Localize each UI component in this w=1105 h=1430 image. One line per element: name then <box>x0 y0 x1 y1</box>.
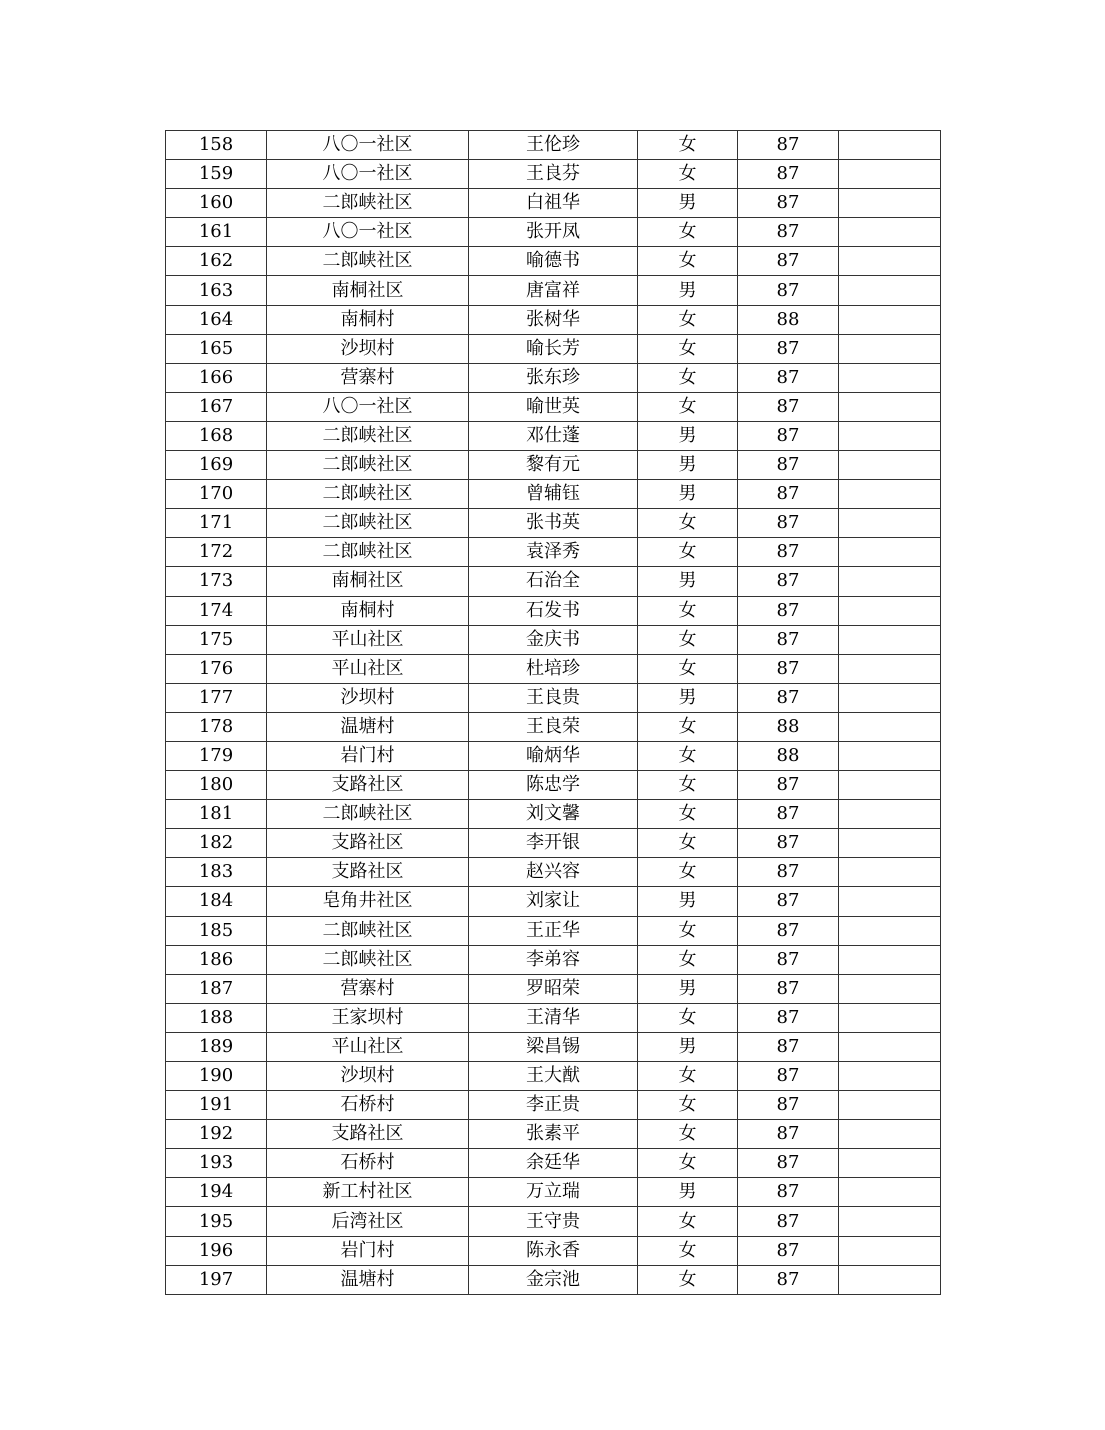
serial-number-cell: 195 <box>166 1207 267 1236</box>
age-cell: 87 <box>738 829 839 858</box>
community-cell: 沙坝村 <box>267 683 469 712</box>
community-cell: 平山社区 <box>267 654 469 683</box>
note-cell <box>839 596 941 625</box>
community-cell: 岩门村 <box>267 1236 469 1265</box>
gender-cell: 男 <box>638 421 738 450</box>
table-row <box>166 567 941 596</box>
gender-cell: 女 <box>638 1003 738 1032</box>
serial-number-cell: 163 <box>166 276 267 305</box>
community-cell: 支路社区 <box>267 858 469 887</box>
age-cell: 87 <box>738 945 839 974</box>
gender-cell: 女 <box>638 1149 738 1178</box>
gender-cell: 男 <box>638 887 738 916</box>
community-cell: 岩门村 <box>267 741 469 770</box>
table-row <box>166 1178 941 1207</box>
person-name-cell: 石发书 <box>469 596 638 625</box>
person-name-cell: 王清华 <box>469 1003 638 1032</box>
note-cell <box>839 451 941 480</box>
community-cell: 沙坝村 <box>267 1062 469 1091</box>
serial-number-cell: 190 <box>166 1062 267 1091</box>
person-name-cell: 罗昭荣 <box>469 974 638 1003</box>
age-cell: 87 <box>738 247 839 276</box>
community-cell: 八〇一社区 <box>267 131 469 160</box>
serial-number-cell: 196 <box>166 1236 267 1265</box>
serial-number-cell: 167 <box>166 392 267 421</box>
table-row <box>166 771 941 800</box>
person-name-cell: 陈永香 <box>469 1236 638 1265</box>
person-name-cell: 李开银 <box>469 829 638 858</box>
gender-cell: 女 <box>638 654 738 683</box>
community-cell: 二郎峡社区 <box>267 800 469 829</box>
note-cell <box>839 887 941 916</box>
community-cell: 二郎峡社区 <box>267 509 469 538</box>
serial-number-cell: 182 <box>166 829 267 858</box>
note-cell <box>839 945 941 974</box>
community-cell: 二郎峡社区 <box>267 916 469 945</box>
serial-number-cell: 165 <box>166 334 267 363</box>
note-cell <box>839 1236 941 1265</box>
community-cell: 二郎峡社区 <box>267 451 469 480</box>
community-cell: 二郎峡社区 <box>267 538 469 567</box>
gender-cell: 男 <box>638 480 738 509</box>
serial-number-cell: 183 <box>166 858 267 887</box>
serial-number-cell: 160 <box>166 189 267 218</box>
serial-number-cell: 187 <box>166 974 267 1003</box>
gender-cell: 女 <box>638 741 738 770</box>
table-row <box>166 363 941 392</box>
serial-number-cell: 158 <box>166 131 267 160</box>
note-cell <box>839 974 941 1003</box>
note-cell <box>839 160 941 189</box>
table-row <box>166 800 941 829</box>
person-name-cell: 曾辅钰 <box>469 480 638 509</box>
age-cell: 88 <box>738 305 839 334</box>
age-cell: 87 <box>738 1236 839 1265</box>
gender-cell: 男 <box>638 451 738 480</box>
gender-cell: 男 <box>638 567 738 596</box>
age-cell: 87 <box>738 276 839 305</box>
note-cell <box>839 392 941 421</box>
gender-cell: 女 <box>638 247 738 276</box>
table-row <box>166 654 941 683</box>
serial-number-cell: 192 <box>166 1120 267 1149</box>
table-row <box>166 538 941 567</box>
serial-number-cell: 173 <box>166 567 267 596</box>
gender-cell: 女 <box>638 160 738 189</box>
age-cell: 87 <box>738 625 839 654</box>
gender-cell: 男 <box>638 1178 738 1207</box>
note-cell <box>839 538 941 567</box>
table-row <box>166 509 941 538</box>
gender-cell: 女 <box>638 1120 738 1149</box>
person-name-cell: 张开凤 <box>469 218 638 247</box>
note-cell <box>839 305 941 334</box>
table-row <box>166 1265 941 1294</box>
person-name-cell: 唐富祥 <box>469 276 638 305</box>
person-name-cell: 张树华 <box>469 305 638 334</box>
age-cell: 87 <box>738 1003 839 1032</box>
gender-cell: 女 <box>638 392 738 421</box>
table-row <box>166 1091 941 1120</box>
gender-cell: 女 <box>638 509 738 538</box>
age-cell: 87 <box>738 800 839 829</box>
age-cell: 87 <box>738 654 839 683</box>
table-row <box>166 887 941 916</box>
age-cell: 87 <box>738 1062 839 1091</box>
gender-cell: 女 <box>638 916 738 945</box>
serial-number-cell: 189 <box>166 1032 267 1061</box>
gender-cell: 男 <box>638 974 738 1003</box>
community-cell: 平山社区 <box>267 1032 469 1061</box>
age-cell: 87 <box>738 421 839 450</box>
table-row <box>166 741 941 770</box>
age-cell: 87 <box>738 1207 839 1236</box>
community-cell: 营寨村 <box>267 974 469 1003</box>
gender-cell: 女 <box>638 800 738 829</box>
person-name-cell: 陈忠学 <box>469 771 638 800</box>
serial-number-cell: 184 <box>166 887 267 916</box>
community-cell: 后湾社区 <box>267 1207 469 1236</box>
roster-table <box>165 130 941 1295</box>
community-cell: 温塘村 <box>267 1265 469 1294</box>
person-name-cell: 王伦珍 <box>469 131 638 160</box>
person-name-cell: 万立瑞 <box>469 1178 638 1207</box>
note-cell <box>839 1032 941 1061</box>
table-row <box>166 247 941 276</box>
gender-cell: 女 <box>638 131 738 160</box>
community-cell: 平山社区 <box>267 625 469 654</box>
person-name-cell: 王正华 <box>469 916 638 945</box>
table-row <box>166 1003 941 1032</box>
table-row <box>166 712 941 741</box>
age-cell: 87 <box>738 160 839 189</box>
person-name-cell: 杜培珍 <box>469 654 638 683</box>
person-name-cell: 赵兴容 <box>469 858 638 887</box>
person-name-cell: 喻世英 <box>469 392 638 421</box>
table-row <box>166 276 941 305</box>
community-cell: 王家坝村 <box>267 1003 469 1032</box>
gender-cell: 男 <box>638 276 738 305</box>
community-cell: 支路社区 <box>267 1120 469 1149</box>
table-row <box>166 974 941 1003</box>
table-row <box>166 858 941 887</box>
person-name-cell: 白祖华 <box>469 189 638 218</box>
community-cell: 支路社区 <box>267 829 469 858</box>
note-cell <box>839 683 941 712</box>
person-name-cell: 邓仕蓬 <box>469 421 638 450</box>
serial-number-cell: 166 <box>166 363 267 392</box>
gender-cell: 女 <box>638 538 738 567</box>
age-cell: 87 <box>738 509 839 538</box>
table-row <box>166 421 941 450</box>
note-cell <box>839 1178 941 1207</box>
note-cell <box>839 480 941 509</box>
table-row <box>166 916 941 945</box>
serial-number-cell: 176 <box>166 654 267 683</box>
serial-number-cell: 185 <box>166 916 267 945</box>
age-cell: 88 <box>738 741 839 770</box>
table-row <box>166 392 941 421</box>
table-row <box>166 218 941 247</box>
age-cell: 87 <box>738 887 839 916</box>
person-name-cell: 李正贵 <box>469 1091 638 1120</box>
gender-cell: 女 <box>638 858 738 887</box>
gender-cell: 男 <box>638 1032 738 1061</box>
table-row <box>166 189 941 218</box>
age-cell: 87 <box>738 538 839 567</box>
note-cell <box>839 131 941 160</box>
serial-number-cell: 168 <box>166 421 267 450</box>
roster-table-body <box>166 131 941 1295</box>
person-name-cell: 刘家让 <box>469 887 638 916</box>
serial-number-cell: 169 <box>166 451 267 480</box>
person-name-cell: 张东珍 <box>469 363 638 392</box>
gender-cell: 女 <box>638 829 738 858</box>
gender-cell: 女 <box>638 1265 738 1294</box>
gender-cell: 女 <box>638 1207 738 1236</box>
table-row <box>166 1032 941 1061</box>
note-cell <box>839 1149 941 1178</box>
community-cell: 二郎峡社区 <box>267 247 469 276</box>
community-cell: 八〇一社区 <box>267 160 469 189</box>
gender-cell: 男 <box>638 189 738 218</box>
note-cell <box>839 247 941 276</box>
serial-number-cell: 171 <box>166 509 267 538</box>
person-name-cell: 喻炳华 <box>469 741 638 770</box>
note-cell <box>839 1003 941 1032</box>
note-cell <box>839 218 941 247</box>
serial-number-cell: 197 <box>166 1265 267 1294</box>
serial-number-cell: 170 <box>166 480 267 509</box>
person-name-cell: 张素平 <box>469 1120 638 1149</box>
note-cell <box>839 1265 941 1294</box>
gender-cell: 女 <box>638 218 738 247</box>
note-cell <box>839 1091 941 1120</box>
serial-number-cell: 174 <box>166 596 267 625</box>
person-name-cell: 刘文馨 <box>469 800 638 829</box>
person-name-cell: 袁泽秀 <box>469 538 638 567</box>
age-cell: 87 <box>738 392 839 421</box>
gender-cell: 女 <box>638 1091 738 1120</box>
person-name-cell: 王守贵 <box>469 1207 638 1236</box>
age-cell: 87 <box>738 1265 839 1294</box>
table-row <box>166 596 941 625</box>
age-cell: 87 <box>738 451 839 480</box>
gender-cell: 女 <box>638 712 738 741</box>
age-cell: 87 <box>738 334 839 363</box>
person-name-cell: 王良荣 <box>469 712 638 741</box>
age-cell: 87 <box>738 1149 839 1178</box>
serial-number-cell: 194 <box>166 1178 267 1207</box>
table-row <box>166 451 941 480</box>
note-cell <box>839 276 941 305</box>
note-cell <box>839 625 941 654</box>
person-name-cell: 王良芬 <box>469 160 638 189</box>
community-cell: 二郎峡社区 <box>267 945 469 974</box>
person-name-cell: 张书英 <box>469 509 638 538</box>
table-row <box>166 945 941 974</box>
person-name-cell: 王大猷 <box>469 1062 638 1091</box>
serial-number-cell: 180 <box>166 771 267 800</box>
community-cell: 石桥村 <box>267 1091 469 1120</box>
note-cell <box>839 654 941 683</box>
note-cell <box>839 858 941 887</box>
community-cell: 八〇一社区 <box>267 218 469 247</box>
gender-cell: 女 <box>638 596 738 625</box>
person-name-cell: 李弟容 <box>469 945 638 974</box>
gender-cell: 女 <box>638 945 738 974</box>
community-cell: 二郎峡社区 <box>267 421 469 450</box>
person-name-cell: 黎有元 <box>469 451 638 480</box>
age-cell: 87 <box>738 189 839 218</box>
table-row <box>166 1062 941 1091</box>
age-cell: 87 <box>738 596 839 625</box>
age-cell: 87 <box>738 1178 839 1207</box>
person-name-cell: 金宗池 <box>469 1265 638 1294</box>
note-cell <box>839 712 941 741</box>
gender-cell: 女 <box>638 1062 738 1091</box>
serial-number-cell: 191 <box>166 1091 267 1120</box>
note-cell <box>839 363 941 392</box>
gender-cell: 女 <box>638 305 738 334</box>
note-cell <box>839 334 941 363</box>
table-row <box>166 305 941 334</box>
community-cell: 营寨村 <box>267 363 469 392</box>
note-cell <box>839 1207 941 1236</box>
age-cell: 87 <box>738 363 839 392</box>
community-cell: 支路社区 <box>267 771 469 800</box>
community-cell: 南桐村 <box>267 305 469 334</box>
note-cell <box>839 800 941 829</box>
age-cell: 87 <box>738 131 839 160</box>
note-cell <box>839 829 941 858</box>
community-cell: 二郎峡社区 <box>267 480 469 509</box>
community-cell: 南桐村 <box>267 596 469 625</box>
note-cell <box>839 509 941 538</box>
table-row <box>166 1236 941 1265</box>
note-cell <box>839 567 941 596</box>
community-cell: 温塘村 <box>267 712 469 741</box>
age-cell: 88 <box>738 712 839 741</box>
age-cell: 87 <box>738 771 839 800</box>
table-row <box>166 1207 941 1236</box>
serial-number-cell: 193 <box>166 1149 267 1178</box>
age-cell: 87 <box>738 974 839 1003</box>
serial-number-cell: 172 <box>166 538 267 567</box>
community-cell: 沙坝村 <box>267 334 469 363</box>
gender-cell: 男 <box>638 683 738 712</box>
community-cell: 石桥村 <box>267 1149 469 1178</box>
person-name-cell: 王良贵 <box>469 683 638 712</box>
serial-number-cell: 164 <box>166 305 267 334</box>
table-row <box>166 1149 941 1178</box>
gender-cell: 女 <box>638 625 738 654</box>
note-cell <box>839 741 941 770</box>
table-row <box>166 625 941 654</box>
table-row <box>166 1120 941 1149</box>
community-cell: 新工村社区 <box>267 1178 469 1207</box>
person-name-cell: 梁昌锡 <box>469 1032 638 1061</box>
age-cell: 87 <box>738 858 839 887</box>
serial-number-cell: 186 <box>166 945 267 974</box>
gender-cell: 女 <box>638 334 738 363</box>
community-cell: 皂角井社区 <box>267 887 469 916</box>
table-row <box>166 683 941 712</box>
note-cell <box>839 1120 941 1149</box>
age-cell: 87 <box>738 1032 839 1061</box>
serial-number-cell: 175 <box>166 625 267 654</box>
table-row <box>166 131 941 160</box>
serial-number-cell: 162 <box>166 247 267 276</box>
age-cell: 87 <box>738 1091 839 1120</box>
community-cell: 二郎峡社区 <box>267 189 469 218</box>
age-cell: 87 <box>738 218 839 247</box>
age-cell: 87 <box>738 683 839 712</box>
age-cell: 87 <box>738 567 839 596</box>
person-name-cell: 喻长芳 <box>469 334 638 363</box>
serial-number-cell: 161 <box>166 218 267 247</box>
serial-number-cell: 181 <box>166 800 267 829</box>
person-name-cell: 石治全 <box>469 567 638 596</box>
serial-number-cell: 178 <box>166 712 267 741</box>
table-row <box>166 160 941 189</box>
serial-number-cell: 177 <box>166 683 267 712</box>
note-cell <box>839 1062 941 1091</box>
serial-number-cell: 179 <box>166 741 267 770</box>
note-cell <box>839 916 941 945</box>
person-name-cell: 金庆书 <box>469 625 638 654</box>
serial-number-cell: 188 <box>166 1003 267 1032</box>
person-name-cell: 余廷华 <box>469 1149 638 1178</box>
community-cell: 南桐社区 <box>267 276 469 305</box>
table-row <box>166 334 941 363</box>
table-row <box>166 480 941 509</box>
age-cell: 87 <box>738 1120 839 1149</box>
gender-cell: 女 <box>638 771 738 800</box>
gender-cell: 女 <box>638 363 738 392</box>
gender-cell: 女 <box>638 1236 738 1265</box>
serial-number-cell: 159 <box>166 160 267 189</box>
age-cell: 87 <box>738 916 839 945</box>
person-name-cell: 喻德书 <box>469 247 638 276</box>
note-cell <box>839 421 941 450</box>
age-cell: 87 <box>738 480 839 509</box>
table-row <box>166 829 941 858</box>
community-cell: 南桐社区 <box>267 567 469 596</box>
note-cell <box>839 771 941 800</box>
note-cell <box>839 189 941 218</box>
community-cell: 八〇一社区 <box>267 392 469 421</box>
